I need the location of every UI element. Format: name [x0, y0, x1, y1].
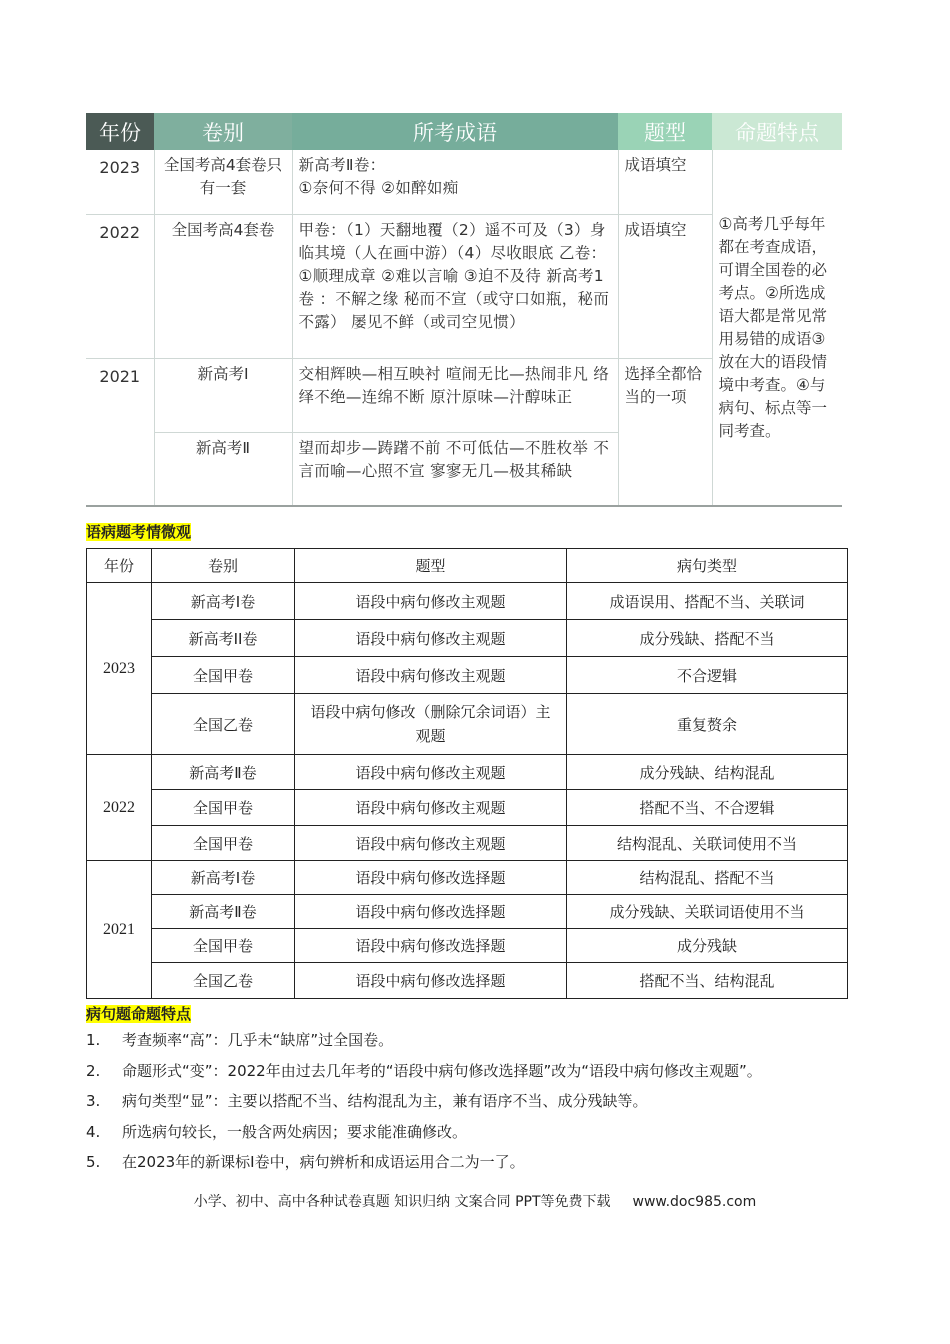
paper-cell: 新高考I卷 — [152, 583, 295, 620]
idioms-cell: 甲卷：（1）天翻地覆（2）遥不可及（3）身临其境（人在画中游）（4）尽收眼底 乙卷：①顺理成章 ②难以言喻 ③迫不及待 新高考1卷 ：不解之缘 秘而不宣（或守口如瓶，秘而不露） 屡见不鲜（或司空见惯） — [292, 214, 618, 358]
type-cell: 语段中病句修改选择题 — [295, 895, 567, 929]
list-number: 3. — [86, 1092, 101, 1110]
table-row — [87, 929, 848, 963]
features-cell: ①高考几乎每年都在考查成语，可谓全国卷的必考点。②所选成语大都是常见常用易错的成语③放在大的语段情境中考查。④与病句、标点等一同考查。 — [712, 150, 842, 506]
list-text: 命题形式“变”：2022年由过去几年考的“语段中病句修改选择题”改为“语段中病句修改主观题”。 — [122, 1061, 762, 1080]
list-number: 5. — [86, 1153, 101, 1171]
type-cell: 语段中病句修改主观题 — [295, 620, 567, 657]
idiom-table-header — [86, 113, 842, 150]
type-cell: 语段中病句修改（删除冗余词语）主观题 — [295, 694, 567, 755]
feature-list — [86, 1030, 926, 1183]
paper-cell: 全国考高4套卷 — [154, 214, 292, 358]
list-item — [86, 1152, 926, 1183]
paper-cell: 全国考高4套卷只有一套 — [154, 150, 292, 214]
list-text: 所选病句较长，一般含两处病因；要求能准确修改。 — [122, 1122, 468, 1141]
paper-cell: 全国乙卷 — [152, 694, 295, 755]
kind-cell: 成分残缺、结构混乱 — [567, 755, 848, 790]
type-cell: 选择全都恰当的一项 — [618, 358, 712, 506]
header-paper: 卷别 — [152, 549, 295, 583]
header-features: 命题特点 — [712, 113, 842, 150]
paper-cell: 新高考Ⅱ卷 — [152, 895, 295, 929]
list-item — [86, 1091, 926, 1122]
kind-cell: 搭配不当、不合逻辑 — [567, 790, 848, 826]
type-cell: 语段中病句修改主观题 — [295, 790, 567, 826]
type-cell: 语段中病句修改选择题 — [295, 861, 567, 895]
year-cell: 2021 — [86, 358, 154, 506]
page-footer — [0, 1191, 950, 1211]
type-cell: 语段中病句修改主观题 — [295, 826, 567, 861]
kind-cell: 成分残缺 — [567, 929, 848, 963]
header-year: 年份 — [87, 549, 152, 583]
list-text: 在2023年的新课标I卷中，病句辨析和成语运用合二为一了。 — [122, 1153, 525, 1171]
paper-cell: 新高考II卷 — [152, 620, 295, 657]
year-cell: 2023 — [87, 583, 152, 755]
year-cell: 2022 — [87, 755, 152, 861]
sick-sentence-table — [86, 548, 848, 999]
section-heading-features: 病句题命题特点 — [86, 1005, 192, 1023]
type-cell: 语段中病句修改主观题 — [295, 657, 567, 694]
header-paper: 卷别 — [154, 113, 292, 150]
paper-cell: 新高考Ⅰ — [154, 358, 292, 432]
idioms-cell: 望而却步—踌躇不前 不可低估—不胜枚举 不言而喻—心照不宣 寥寥无几—极其稀缺 — [292, 432, 618, 506]
table-row — [87, 657, 848, 694]
table-row — [86, 150, 842, 214]
idiom-exam-table — [86, 113, 842, 507]
list-number: 2. — [86, 1061, 101, 1080]
type-cell: 成语填空 — [618, 150, 712, 214]
section-heading-sick-sentence: 语病题考情微观 — [86, 523, 192, 541]
year-cell: 2021 — [87, 861, 152, 999]
header-idioms: 所考成语 — [292, 113, 618, 150]
footer-url[interactable]: www.doc985.com — [632, 1194, 757, 1210]
paper-cell: 全国甲卷 — [152, 657, 295, 694]
list-item — [86, 1122, 926, 1153]
header-kind: 病句类型 — [567, 549, 848, 583]
header-type: 题型 — [295, 549, 567, 583]
year-cell: 2022 — [86, 214, 154, 358]
table-row — [87, 583, 848, 620]
paper-cell: 全国乙卷 — [152, 963, 295, 999]
paper-cell: 全国甲卷 — [152, 790, 295, 826]
type-cell: 语段中病句修改选择题 — [295, 929, 567, 963]
table-row — [87, 790, 848, 826]
paper-cell: 全国甲卷 — [152, 826, 295, 861]
type-cell: 成语填空 — [618, 214, 712, 358]
table-row — [87, 895, 848, 929]
table-row — [87, 620, 848, 657]
table-row — [87, 826, 848, 861]
table-row — [87, 755, 848, 790]
table-row — [87, 963, 848, 999]
list-number: 4. — [86, 1122, 101, 1141]
idioms-cell: 交相辉映—相互映衬 喧闹无比—热闹非凡 络绎不绝—连绵不断 原汁原味—汁醇味正 — [292, 358, 618, 432]
table-row — [87, 861, 848, 895]
year-cell: 2023 — [86, 150, 154, 214]
list-item — [86, 1030, 926, 1061]
paper-cell: 新高考Ⅱ卷 — [152, 755, 295, 790]
kind-cell: 成分残缺、搭配不当 — [567, 620, 848, 657]
list-text: 病句类型“显”：主要以搭配不当、结构混乱为主，兼有语序不当、成分残缺等。 — [122, 1092, 648, 1110]
footer-text: 小学、初中、高中各种试卷真题 知识归纳 文案合同 PPT等免费下载 — [193, 1194, 611, 1210]
kind-cell: 重复赘余 — [567, 694, 848, 755]
list-item — [86, 1061, 926, 1092]
paper-cell: 全国甲卷 — [152, 929, 295, 963]
kind-cell: 结构混乱、关联词使用不当 — [567, 826, 848, 861]
type-cell: 语段中病句修改选择题 — [295, 963, 567, 999]
list-number: 1. — [86, 1031, 101, 1049]
header-type: 题型 — [618, 113, 712, 150]
kind-cell: 搭配不当、结构混乱 — [567, 963, 848, 999]
table-row — [87, 694, 848, 755]
header-year: 年份 — [86, 113, 154, 150]
sick-table-header — [87, 549, 848, 583]
paper-cell: 新高考Ⅰ卷 — [152, 861, 295, 895]
type-cell: 语段中病句修改主观题 — [295, 583, 567, 620]
idioms-cell: 新高考Ⅱ卷： ①奈何不得 ②如醉如痴 — [292, 150, 618, 214]
kind-cell: 不合逻辑 — [567, 657, 848, 694]
kind-cell: 结构混乱、搭配不当 — [567, 861, 848, 895]
list-text: 考查频率“高”：几乎未“缺席”过全国卷。 — [122, 1031, 394, 1049]
kind-cell: 成分残缺、关联词语使用不当 — [567, 895, 848, 929]
type-cell: 语段中病句修改主观题 — [295, 755, 567, 790]
kind-cell: 成语误用、搭配不当、关联词 — [567, 583, 848, 620]
paper-cell: 新高考Ⅱ — [154, 432, 292, 506]
